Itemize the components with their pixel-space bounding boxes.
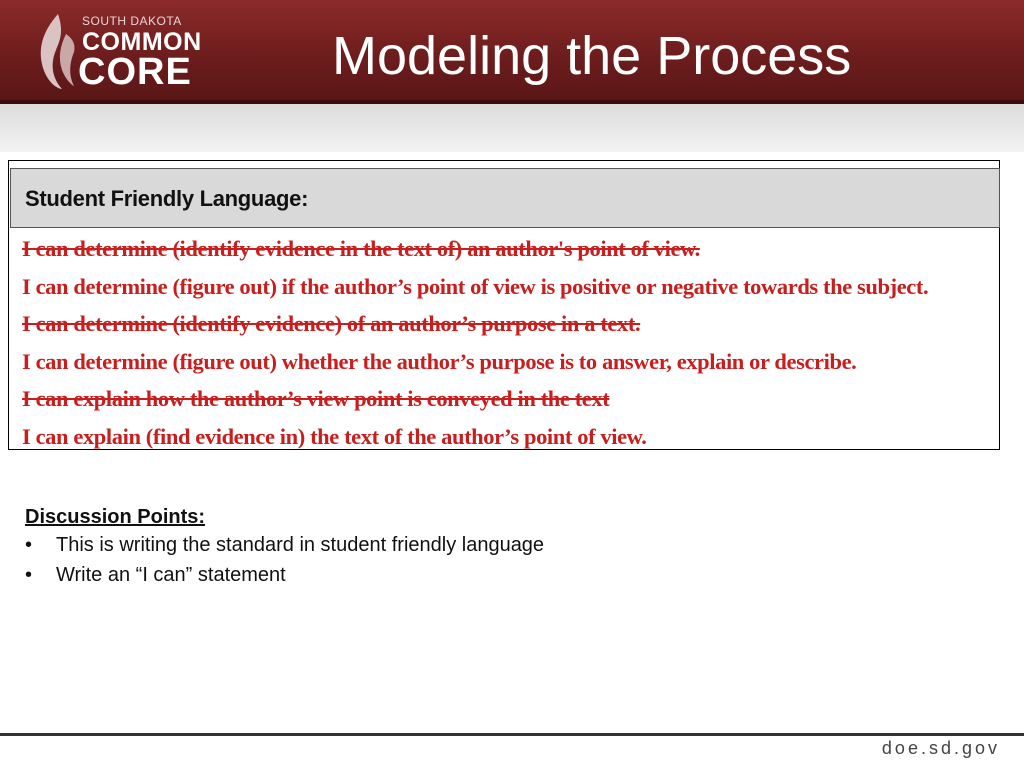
logo-state-text: SOUTH DAKOTA	[82, 14, 182, 28]
footer-url: doe.sd.gov	[881, 738, 1000, 758]
flame-icon	[36, 12, 76, 90]
table-rows	[22, 230, 997, 455]
discussion-title: Discussion Points:	[25, 506, 206, 528]
header-shadow-band	[0, 104, 1024, 152]
bullet-text: This is writing the standard in student friendly language	[56, 534, 545, 556]
footer-divider	[0, 733, 1024, 736]
header-bar	[0, 0, 1024, 100]
bullet-item	[25, 530, 725, 560]
table-row: I can determine (identify evidence) of an author’s purpose in a text.	[22, 311, 641, 336]
slide-title: Modeling the Process	[332, 26, 852, 86]
discussion-points	[25, 504, 725, 590]
table-row: I can determine (identify evidence in the text of) an author's point of view.	[22, 236, 700, 261]
table-row: I can determine (figure out) whether the author’s purpose is to answer, explain or describe.	[22, 348, 857, 374]
table-row: I can explain (find evidence in) the text of the author’s point of view.	[22, 423, 647, 449]
table-row: I can determine (figure out) if the author’s point of view is positive or negative towards the subject.	[22, 273, 929, 299]
table-row: I can explain how the author’s view point is conveyed in the text	[22, 386, 610, 411]
table-header-label: Student Friendly Language:	[25, 186, 309, 211]
table-header	[10, 168, 1000, 228]
logo-core-text: CORE	[78, 51, 192, 93]
bullet-text: Write an “I can” statement	[56, 564, 286, 586]
bullet-item	[25, 560, 725, 590]
sd-common-core-logo	[36, 10, 206, 93]
bullet-icon: •	[25, 564, 33, 586]
logo-common-text: COMMON	[82, 28, 202, 56]
bullet-icon: •	[25, 534, 33, 556]
